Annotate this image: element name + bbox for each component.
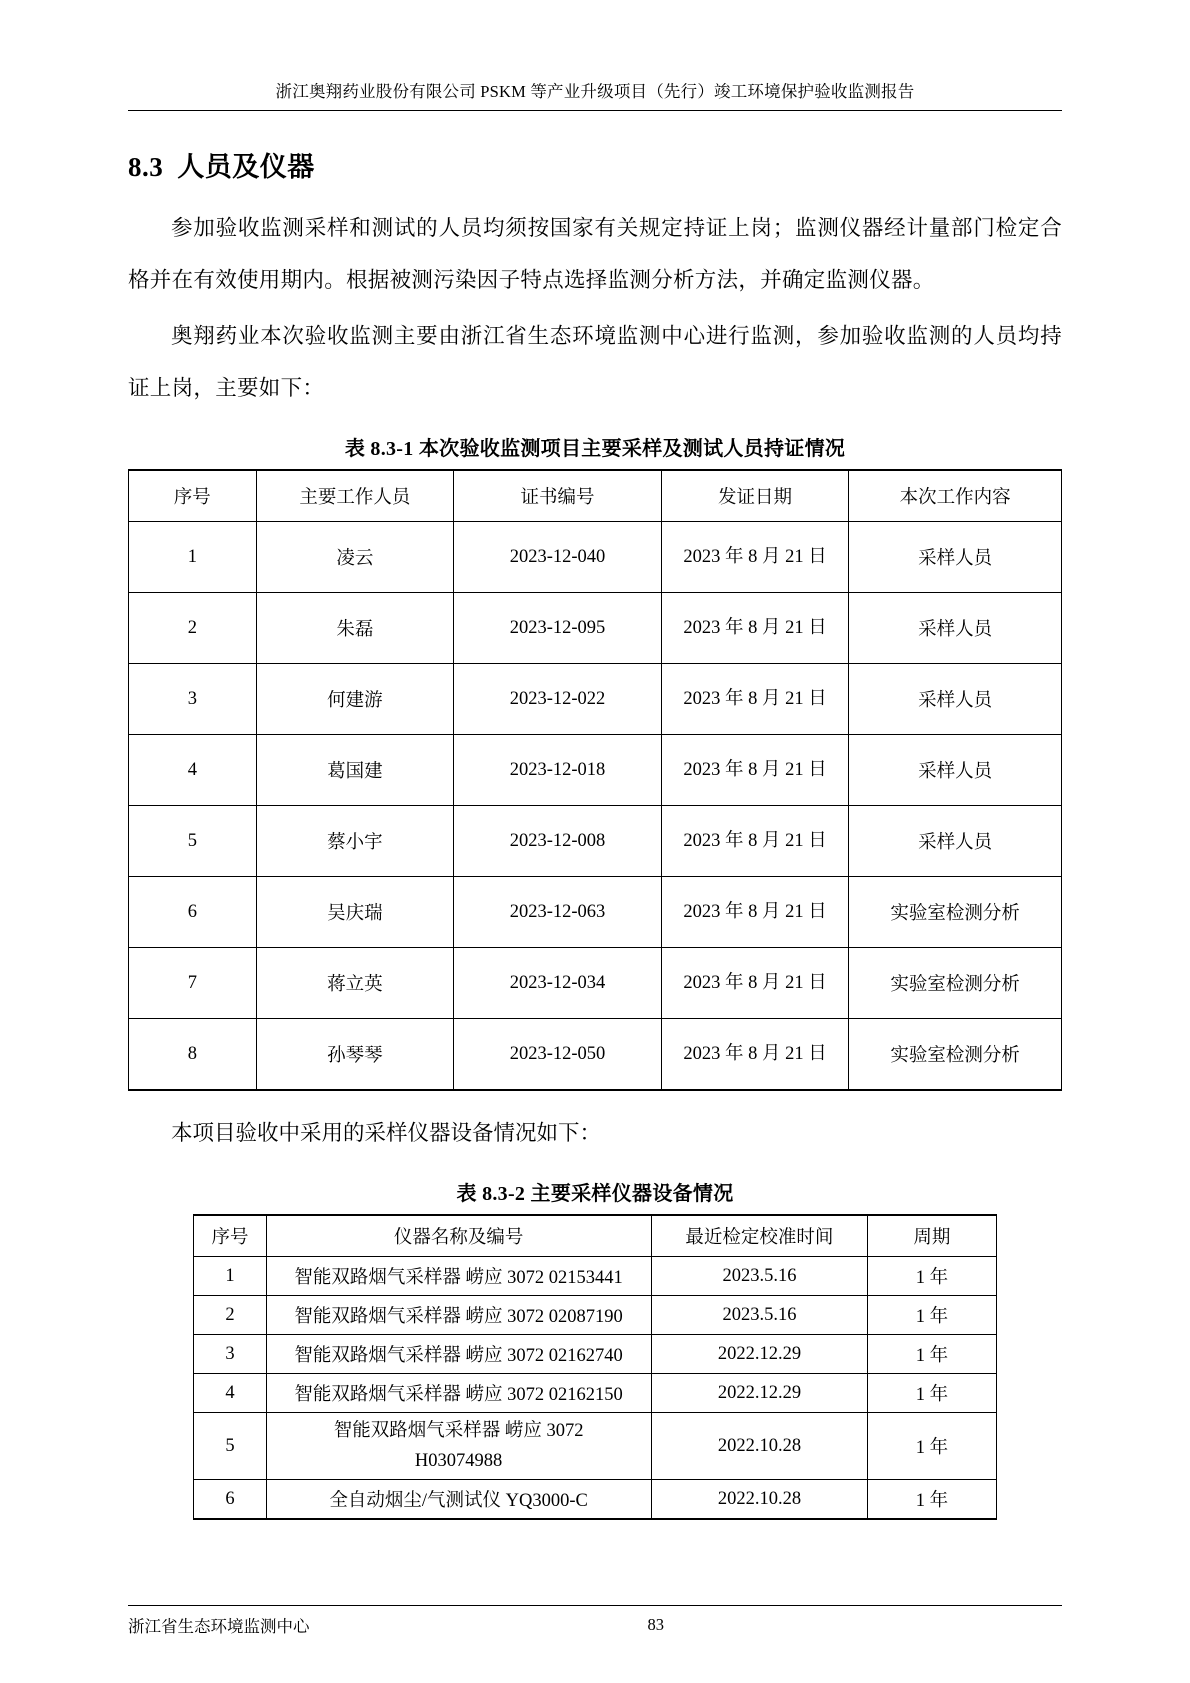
cell-no: 8 (129, 1019, 257, 1091)
section-number: 8.3 (128, 152, 164, 182)
cell-cycle: 1 年 (868, 1296, 996, 1335)
th-no: 序号 (194, 1215, 266, 1257)
th-work: 本次工作内容 (849, 470, 1062, 522)
cell-no: 6 (129, 877, 257, 948)
cell-no: 7 (129, 948, 257, 1019)
instrument-line-2: H03074988 (414, 1451, 503, 1471)
table-row (194, 1480, 996, 1520)
cell-no: 5 (129, 806, 257, 877)
cell-cycle: 1 年 (868, 1257, 996, 1296)
cell-instrument: 智能双路烟气采样器 崂应 3072 02162150 (266, 1374, 651, 1413)
cell-no: 4 (129, 735, 257, 806)
cell-name: 蒋立英 (256, 948, 454, 1019)
cell-time: 2022.10.28 (651, 1480, 868, 1520)
cell-instrument (266, 1413, 651, 1480)
table2-caption: 表 8.3-2 主要采样仪器设备情况 (456, 1183, 734, 1205)
cell-cert: 2023-12-095 (454, 593, 662, 664)
cell-instrument: 智能双路烟气采样器 崂应 3072 02153441 (266, 1257, 651, 1296)
cell-cert: 2023-12-040 (454, 522, 662, 593)
cell-date: 2023 年 8 月 21 日 (661, 806, 848, 877)
footer-organization: 浙江省生态环境监测中心 (128, 1617, 310, 1636)
cell-cert: 2023-12-008 (454, 806, 662, 877)
personnel-table (128, 469, 1062, 1091)
cell-name: 孙琴琴 (256, 1019, 454, 1091)
cell-no: 1 (194, 1257, 266, 1296)
cell-date: 2023 年 8 月 21 日 (661, 593, 848, 664)
cell-work: 实验室检测分析 (849, 948, 1062, 1019)
table-header-row (194, 1215, 996, 1257)
cell-cycle: 1 年 (868, 1335, 996, 1374)
cell-no: 2 (194, 1296, 266, 1335)
cell-name: 凌云 (256, 522, 454, 593)
cell-no: 6 (194, 1480, 266, 1520)
cell-work: 实验室检测分析 (849, 877, 1062, 948)
cell-time: 2022.10.28 (651, 1413, 868, 1480)
cell-instrument: 智能双路烟气采样器 崂应 3072 02087190 (266, 1296, 651, 1335)
cell-work: 采样人员 (849, 735, 1062, 806)
paragraph-3: 本项目验收中采用的采样仪器设备情况如下： (171, 1121, 602, 1145)
table-row (194, 1374, 996, 1413)
section-heading (128, 145, 1062, 184)
cell-name: 何建游 (256, 664, 454, 735)
cell-work: 采样人员 (849, 664, 1062, 735)
cell-date: 2023 年 8 月 21 日 (661, 735, 848, 806)
cell-instrument: 智能双路烟气采样器 崂应 3072 02162740 (266, 1335, 651, 1374)
cell-time: 2023.5.16 (651, 1296, 868, 1335)
table-row (194, 1257, 996, 1296)
page-running-header: 浙江奥翔药业股份有限公司 PSKM 等产业升级项目（先行）竣工环境保护验收监测报告 (128, 78, 1062, 111)
table-row (129, 735, 1062, 806)
table-header-row (129, 470, 1062, 522)
cell-name: 吴庆瑞 (256, 877, 454, 948)
cell-name: 葛国建 (256, 735, 454, 806)
cell-cycle: 1 年 (868, 1480, 996, 1520)
cell-work: 采样人员 (849, 522, 1062, 593)
cell-no: 5 (194, 1413, 266, 1480)
table-row (129, 522, 1062, 593)
footer-page-number: 83 (647, 1615, 664, 1634)
th-calibration-time: 最近检定校准时间 (651, 1215, 868, 1257)
cell-no: 1 (129, 522, 257, 593)
table-row (129, 593, 1062, 664)
cell-no: 3 (129, 664, 257, 735)
cell-work: 实验室检测分析 (849, 1019, 1062, 1091)
cell-date: 2023 年 8 月 21 日 (661, 664, 848, 735)
cell-no: 2 (129, 593, 257, 664)
paragraph-1: 参加验收监测采样和测试的人员均须按国家有关规定持证上岗；监测仪器经计量部门检定合格并在有效使用期内。根据被测污染因子特点选择监测分析方法，并确定监测仪器。 (128, 216, 1062, 292)
table-row (194, 1296, 996, 1335)
page-footer (128, 1605, 1062, 1637)
cell-date: 2023 年 8 月 21 日 (661, 1019, 848, 1091)
paragraph-2: 奥翔药业本次验收监测主要由浙江省生态环境监测中心进行监测，参加验收监测的人员均持证上岗，主要如下： (128, 324, 1062, 400)
table1-caption: 表 8.3-1 本次验收监测项目主要采样及测试人员持证情况 (344, 438, 846, 460)
cell-cycle: 1 年 (868, 1374, 996, 1413)
cell-no: 3 (194, 1335, 266, 1374)
cell-date: 2023 年 8 月 21 日 (661, 877, 848, 948)
table-row (129, 664, 1062, 735)
th-cert: 证书编号 (454, 470, 662, 522)
th-name: 主要工作人员 (256, 470, 454, 522)
cell-name: 蔡小宇 (256, 806, 454, 877)
cell-cert: 2023-12-050 (454, 1019, 662, 1091)
cell-time: 2022.12.29 (651, 1335, 868, 1374)
cell-cert: 2023-12-018 (454, 735, 662, 806)
table-row (129, 877, 1062, 948)
cell-work: 采样人员 (849, 806, 1062, 877)
th-date: 发证日期 (661, 470, 848, 522)
table-row (194, 1413, 996, 1480)
table-row (129, 806, 1062, 877)
th-instrument: 仪器名称及编号 (266, 1215, 651, 1257)
cell-time: 2023.5.16 (651, 1257, 868, 1296)
cell-instrument: 全自动烟尘/气测试仪 YQ3000-C (266, 1480, 651, 1520)
section-title-text: 人员及仪器 (177, 152, 315, 182)
cell-work: 采样人员 (849, 593, 1062, 664)
cell-cert: 2023-12-034 (454, 948, 662, 1019)
cell-cert: 2023-12-022 (454, 664, 662, 735)
cell-time: 2022.12.29 (651, 1374, 868, 1413)
instrument-table (193, 1214, 996, 1520)
cell-date: 2023 年 8 月 21 日 (661, 948, 848, 1019)
table-row (129, 1019, 1062, 1091)
th-cycle: 周期 (868, 1215, 996, 1257)
table-row (129, 948, 1062, 1019)
th-no: 序号 (129, 470, 257, 522)
cell-name: 朱磊 (256, 593, 454, 664)
instrument-line-1: 智能双路烟气采样器 崂应 3072 (333, 1421, 584, 1441)
table-row (194, 1335, 996, 1374)
cell-cert: 2023-12-063 (454, 877, 662, 948)
cell-no: 4 (194, 1374, 266, 1413)
cell-date: 2023 年 8 月 21 日 (661, 522, 848, 593)
cell-cycle: 1 年 (868, 1413, 996, 1480)
